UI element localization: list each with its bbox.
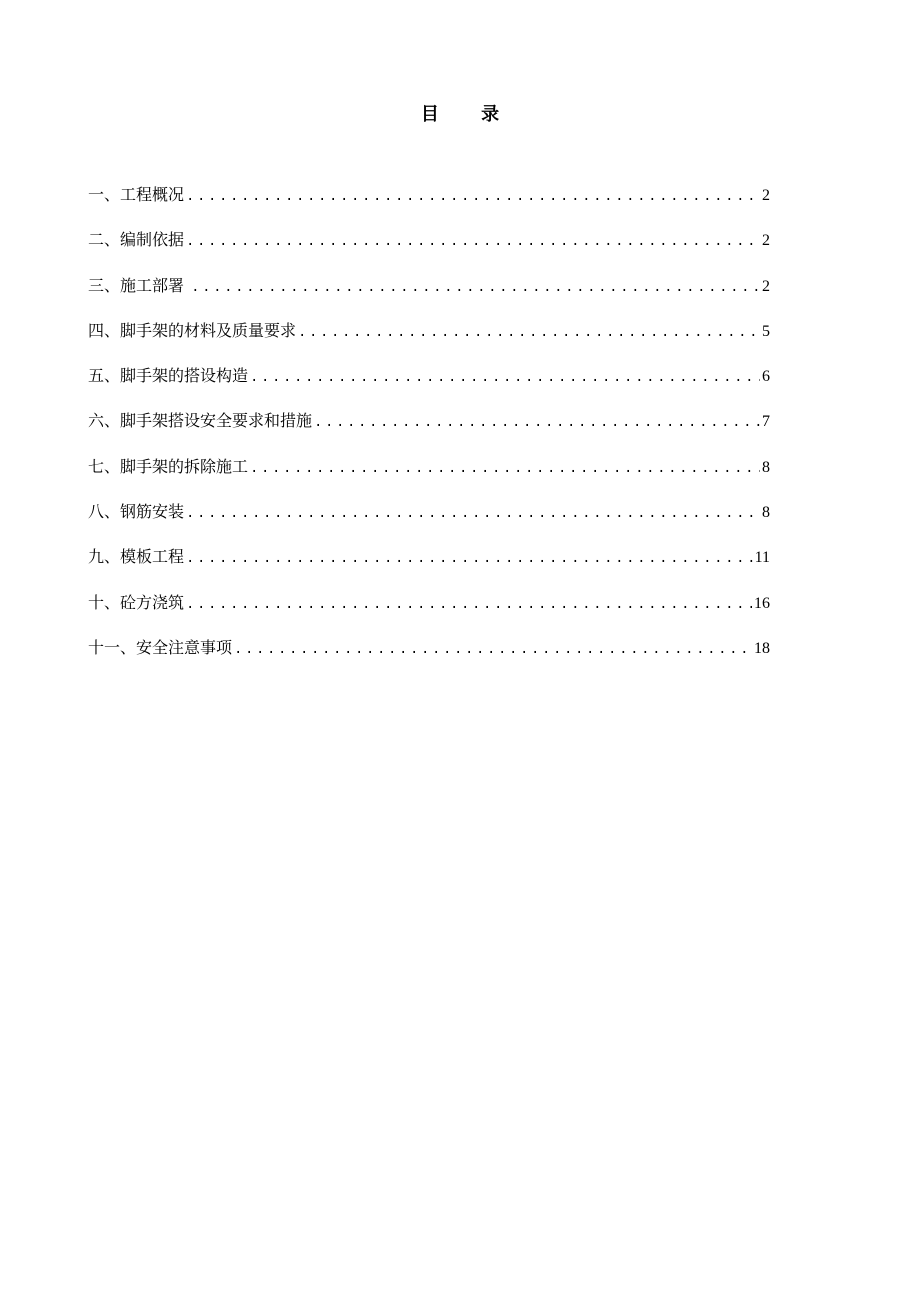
toc-dot-leader <box>186 593 752 617</box>
toc-dot-leader <box>186 185 760 209</box>
toc-dot-leader <box>186 230 760 254</box>
toc-dot-leader <box>250 366 760 390</box>
toc-entry-page: 2 <box>762 277 770 295</box>
toc-entry-label: 九、模板工程 <box>88 547 185 567</box>
toc-entry-page: 8 <box>762 458 770 476</box>
toc-entry[interactable] <box>88 183 770 228</box>
toc-entry-page: 11 <box>754 549 770 567</box>
toc-entry-label: 三、施工部署 <box>88 275 190 295</box>
toc-entry-page: 2 <box>762 232 770 250</box>
page-title: 目 录 <box>420 104 518 125</box>
toc-entry-label: 五、脚手架的搭设构造 <box>88 366 249 386</box>
toc-entry[interactable] <box>88 409 770 454</box>
toc-entry-label: 四、脚手架的材料及质量要求 <box>88 320 297 340</box>
toc-entry[interactable] <box>88 636 770 681</box>
toc-entry-page: 16 <box>754 594 770 612</box>
toc-dot-leader <box>250 457 760 481</box>
toc-entry[interactable] <box>88 274 770 319</box>
toc-entry-label: 六、脚手架搭设安全要求和措施 <box>88 411 313 431</box>
toc-entry[interactable] <box>88 500 770 545</box>
toc-entry-page: 7 <box>762 413 770 431</box>
toc-entry[interactable] <box>88 545 770 590</box>
toc-entry[interactable] <box>88 455 770 500</box>
toc-entry[interactable] <box>88 364 770 409</box>
toc-entry-label: 七、脚手架的拆除施工 <box>88 456 249 476</box>
toc-dot-leader <box>234 638 752 662</box>
toc-entry-page: 8 <box>762 504 770 522</box>
toc-dot-leader <box>186 547 753 571</box>
toc-entry-label: 十一、安全注意事项 <box>88 637 233 657</box>
toc-entry-page: 18 <box>754 639 770 657</box>
toc-entry-page: 5 <box>762 322 770 340</box>
toc-dot-leader <box>186 502 760 526</box>
toc-entry-label: 八、钢筋安装 <box>88 502 185 522</box>
toc-dot-leader <box>298 321 760 345</box>
toc-entry-label: 十、砼方浇筑 <box>88 592 185 612</box>
toc-entry-page: 6 <box>762 368 770 386</box>
table-of-contents <box>88 183 770 681</box>
toc-entry-label: 二、编制依据 <box>88 230 185 250</box>
toc-entry[interactable] <box>88 228 770 273</box>
toc-entry-label: 一、工程概况 <box>88 185 185 204</box>
toc-dot-leader <box>191 276 760 300</box>
toc-entry-page: 2 <box>762 187 770 204</box>
toc-entry[interactable] <box>88 319 770 364</box>
toc-entry[interactable] <box>88 591 770 636</box>
toc-dot-leader <box>314 411 760 435</box>
